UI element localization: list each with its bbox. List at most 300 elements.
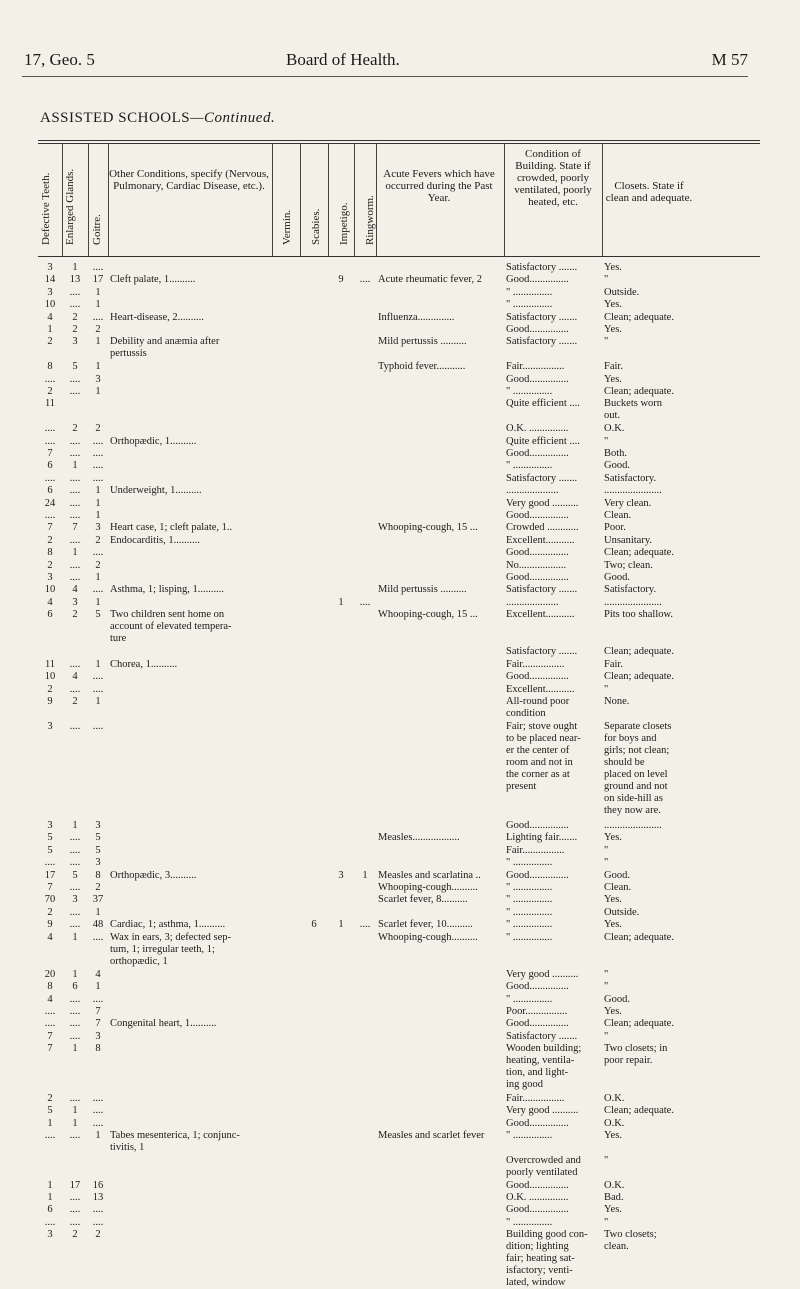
cell-b: Good............... <box>506 1117 569 1129</box>
cell-t: .... <box>44 857 56 869</box>
cell-c: Fair. <box>604 361 623 373</box>
cell-f: Influenza.............. <box>378 311 455 323</box>
cell-b: " ............... <box>506 993 553 1005</box>
cell-c: Satisfactory. <box>604 584 657 596</box>
cell-go: 17 <box>92 274 104 286</box>
cell-c: Yes. <box>604 1130 622 1141</box>
cell-t: 8 <box>47 547 53 559</box>
col-ringworm: Ringworm. <box>364 195 376 245</box>
cell-c: " <box>604 857 609 869</box>
cell-b: Good............... <box>506 274 569 286</box>
cell-b: Good............... <box>506 448 569 459</box>
cell-t: 2 <box>47 906 53 918</box>
col-building: Condition of Building. State if crowded, poorly ventilated, poorly heated, etc. <box>514 148 592 208</box>
cell-b: Fair................ <box>506 361 565 373</box>
cell-t: .... <box>44 1006 56 1017</box>
cell-b: " ............... <box>506 931 553 943</box>
cell-b: Excellent........... <box>506 609 575 621</box>
cell-o: Heart-disease, 2.......... <box>110 311 204 323</box>
cell-go: 1 <box>95 572 101 583</box>
cell-go: 7 <box>95 1006 101 1017</box>
cell-go: 8 <box>95 869 101 881</box>
cell-c: " <box>604 981 609 993</box>
cell-t: 10 <box>44 584 56 596</box>
cell-go: .... <box>92 1117 104 1129</box>
cell-g: .... <box>69 1204 81 1216</box>
cell-r: .... <box>359 596 371 608</box>
cell-t: 1 <box>47 324 53 335</box>
cell-t: 9 <box>47 696 53 707</box>
cell-c: Clean; adequate. <box>604 931 674 943</box>
cell-b: Very good .......... <box>506 968 579 980</box>
cell-g: .... <box>69 485 81 497</box>
cell-t: 2 <box>47 336 53 348</box>
cell-t: 10 <box>44 671 56 683</box>
cell-go: 5 <box>95 609 101 621</box>
cell-c: Pits too shallow. <box>604 609 674 621</box>
cell-g: .... <box>69 286 81 298</box>
cell-go: 1 <box>95 286 101 298</box>
cell-t: 8 <box>47 981 53 993</box>
cell-c: Yes. <box>604 919 622 931</box>
column-rule <box>328 143 329 256</box>
cell-g: 17 <box>69 1179 81 1191</box>
cell-g: 5 <box>72 361 78 373</box>
cell-t: .... <box>44 1216 56 1228</box>
cell-go: .... <box>92 460 104 472</box>
cell-b: Wooden building; heating, ventila- tion, and light- ing good <box>506 1043 582 1091</box>
cell-b: Good............... <box>506 671 569 683</box>
cell-go: .... <box>92 1105 104 1117</box>
cell-b: Satisfactory ....... <box>506 472 578 484</box>
column-rule <box>62 143 63 256</box>
cell-b: Overcrowded and poorly ventilated <box>506 1154 581 1178</box>
cell-t: 7 <box>47 1043 53 1055</box>
cell-t: 2 <box>47 534 53 546</box>
cell-o: Endocarditis, 1.......... <box>110 534 200 546</box>
cell-t: 7 <box>47 882 53 893</box>
cell-go: 1 <box>95 658 101 670</box>
cell-t: 24 <box>44 497 56 509</box>
cell-g: 3 <box>72 894 78 906</box>
cell-go: 48 <box>92 919 104 931</box>
cell-g: .... <box>69 1216 81 1228</box>
cell-c: ...................... <box>604 596 662 608</box>
cell-g: 1 <box>72 820 78 831</box>
cell-t: 9 <box>47 919 53 931</box>
cell-b: Crowded ............ <box>506 522 579 534</box>
cell-t: 4 <box>47 311 53 323</box>
cell-g: 1 <box>72 1117 78 1129</box>
cell-go: 1 <box>95 981 101 993</box>
cell-c: Clean; adequate. <box>604 311 674 323</box>
cell-b: Poor................ <box>506 1006 568 1017</box>
cell-go: 3 <box>95 373 101 385</box>
cell-g: .... <box>69 497 81 509</box>
cell-b: Fair................ <box>506 658 565 670</box>
col-goitre: Goitre. <box>91 214 103 245</box>
cell-c: Poor. <box>604 522 626 534</box>
cell-go: 1 <box>95 497 101 509</box>
cell-go: .... <box>92 993 104 1005</box>
cell-go: .... <box>92 671 104 683</box>
cell-c: Two; clean. <box>604 559 653 571</box>
cell-f: Whooping-cough.......... <box>378 931 478 943</box>
cell-c: Yes. <box>604 832 622 844</box>
cell-c: Bad. <box>604 1192 624 1203</box>
cell-t: 7 <box>47 522 53 534</box>
cell-c: Two closets; clean. <box>604 1229 657 1253</box>
cell-b: Building good con- dition; lighting fair; heating sat- isfactory; venti- lated, window <box>506 1229 588 1289</box>
cell-b: Excellent........... <box>506 683 575 695</box>
cell-b: Satisfactory ....... <box>506 262 578 273</box>
cell-b: " ............... <box>506 299 553 311</box>
cell-t: 1 <box>47 1179 53 1191</box>
cell-g: 1 <box>72 1105 78 1117</box>
cell-go: .... <box>92 931 104 943</box>
cell-t: 17 <box>44 869 56 881</box>
cell-g: .... <box>69 472 81 484</box>
cell-c: Yes. <box>604 1006 622 1017</box>
cell-t: 14 <box>44 274 56 286</box>
cell-t: 7 <box>47 1030 53 1042</box>
cell-t: 6 <box>47 485 53 497</box>
cell-g: 6 <box>72 981 78 993</box>
cell-g: 2 <box>72 311 78 323</box>
cell-c: Both. <box>604 448 628 459</box>
table-top-rule <box>38 140 760 141</box>
cell-r: 1 <box>362 869 368 881</box>
cell-b: Good............... <box>506 869 569 881</box>
cell-c: None. <box>604 696 630 707</box>
cell-go: .... <box>92 311 104 323</box>
cell-o: Asthma, 1; lisping, 1.......... <box>110 584 225 596</box>
cell-go: 2 <box>95 324 101 335</box>
cell-b: Fair; stove ought to be placed near- er the center of room and not in the corner as at present <box>506 720 581 792</box>
cell-go: .... <box>92 1204 104 1216</box>
cell-g: .... <box>69 448 81 459</box>
cell-g: .... <box>69 832 81 844</box>
cell-go: .... <box>92 1092 104 1104</box>
cell-i: 3 <box>338 869 344 881</box>
cell-g: 2 <box>72 324 78 335</box>
cell-t: 1 <box>47 1117 53 1129</box>
cell-b: Good............... <box>506 547 569 559</box>
header-left: 17, Geo. 5 <box>24 50 95 69</box>
cell-g: .... <box>69 844 81 856</box>
cell-c: Clean. <box>604 510 632 521</box>
cell-g: .... <box>69 1192 81 1203</box>
cell-g: .... <box>69 510 81 521</box>
cell-c: " <box>604 968 609 980</box>
cell-t: 6 <box>47 460 53 472</box>
cell-b: " ............... <box>506 1216 553 1228</box>
cell-c: O.K. <box>604 423 625 435</box>
cell-s: 6 <box>311 919 317 931</box>
cell-c: Outside. <box>604 286 640 298</box>
cell-o: Cleft palate, 1.......... <box>110 274 196 286</box>
cell-g: .... <box>69 993 81 1005</box>
cell-b: Good............... <box>506 1179 569 1191</box>
cell-c: Yes. <box>604 324 622 335</box>
cell-g: 1 <box>72 1043 78 1055</box>
cell-go: 1 <box>95 510 101 521</box>
cell-b: Good............... <box>506 981 569 993</box>
cell-c: Very clean. <box>604 497 652 509</box>
cell-t: 6 <box>47 609 53 621</box>
cell-c: Yes. <box>604 262 622 273</box>
cell-t: 5 <box>47 832 53 844</box>
cell-f: Scarlet fever, 10.......... <box>378 919 473 931</box>
cell-c: O.K. <box>604 1092 625 1104</box>
cell-b: .................... <box>506 485 559 497</box>
cell-b: O.K. ............... <box>506 1192 569 1203</box>
cell-o: Heart case, 1; cleft palate, 1.. <box>110 522 233 534</box>
column-rule <box>504 143 505 256</box>
cell-o: Tabes mesenterica, 1; conjunc- tivitis, 1 <box>110 1130 240 1153</box>
cell-go: 2 <box>95 534 101 546</box>
cell-c: Yes. <box>604 373 622 385</box>
header-bottom-rule <box>38 256 760 257</box>
cell-t: 1 <box>47 1192 53 1203</box>
cell-go: 1 <box>95 696 101 707</box>
cell-t: .... <box>44 435 56 447</box>
cell-b: " ............... <box>506 882 553 893</box>
cell-c: Satisfactory. <box>604 472 657 484</box>
cell-g: .... <box>69 386 81 397</box>
cell-t: 3 <box>47 1229 53 1241</box>
cell-c: Unsanitary. <box>604 534 653 546</box>
cell-c: Clean; adequate. <box>604 671 674 683</box>
cell-g: .... <box>69 683 81 695</box>
cell-f: Mild pertussis .......... <box>378 336 467 348</box>
cell-t: 11 <box>44 658 56 670</box>
cell-c: Clean; adequate. <box>604 646 674 658</box>
cell-go: 3 <box>95 1030 101 1042</box>
cell-t: 4 <box>47 596 53 608</box>
cell-b: Good............... <box>506 572 569 583</box>
cell-b: All-round poor condition <box>506 696 570 719</box>
cell-t: 4 <box>47 931 53 943</box>
cell-c: Yes. <box>604 299 622 311</box>
cell-b: Very good .......... <box>506 1105 579 1117</box>
cell-go: 1 <box>95 336 101 348</box>
cell-f: Typhoid fever........... <box>378 361 466 373</box>
cell-b: Good............... <box>506 510 569 521</box>
cell-t: 20 <box>44 968 56 980</box>
cell-b: " ............... <box>506 286 553 298</box>
cell-go: 1 <box>95 361 101 373</box>
cell-b: Good............... <box>506 1018 569 1030</box>
cell-b: " ............... <box>506 460 553 472</box>
cell-g: .... <box>69 1130 81 1141</box>
cell-go: 1 <box>95 386 101 397</box>
cell-f: Acute rheumatic fever, 2 <box>378 274 482 286</box>
cell-b: Quite efficient .... <box>506 398 580 410</box>
cell-g: 3 <box>72 596 78 608</box>
cell-g: 1 <box>72 931 78 943</box>
cell-c: Two closets; in poor repair. <box>604 1043 668 1067</box>
cell-g: .... <box>69 720 81 732</box>
cell-f: Measles and scarlet fever <box>378 1130 485 1141</box>
cell-f: Whooping-cough, 15 ... <box>378 522 478 534</box>
cell-b: Satisfactory ....... <box>506 584 578 596</box>
cell-c: Fair. <box>604 658 623 670</box>
cell-g: .... <box>69 559 81 571</box>
cell-c: " <box>604 1154 609 1166</box>
cell-i: 9 <box>338 274 344 286</box>
cell-b: " ............... <box>506 906 553 918</box>
cell-b: Good............... <box>506 820 569 831</box>
cell-i: 1 <box>338 596 344 608</box>
cell-go: .... <box>92 472 104 484</box>
cell-o: Congenital heart, 1.......... <box>110 1018 217 1030</box>
cell-g: 4 <box>72 671 78 683</box>
cell-o: Debility and anæmia after pertussis <box>110 336 220 360</box>
cell-b: Satisfactory ....... <box>506 646 578 658</box>
cell-c: Buckets worn out. <box>604 398 663 422</box>
cell-go: 1 <box>95 596 101 608</box>
cell-g: 2 <box>72 423 78 435</box>
cell-go: 1 <box>95 906 101 918</box>
cell-t: 3 <box>47 262 53 273</box>
cell-g: .... <box>69 658 81 670</box>
table-top-rule-2 <box>38 143 760 144</box>
cell-c: ...................... <box>604 485 662 497</box>
cell-c: " <box>604 1030 609 1042</box>
cell-go: 5 <box>95 832 101 844</box>
cell-t: 3 <box>47 572 53 583</box>
cell-c: Good. <box>604 869 630 881</box>
cell-b: " ............... <box>506 919 553 931</box>
col-other-conditions: Other Conditions, specify (Nervous, Pulmonary, Cardiac Disease, etc.). <box>109 168 269 192</box>
col-enlarged-glands: Enlarged Glands. <box>64 168 76 245</box>
cell-b: Good............... <box>506 373 569 385</box>
col-defective-teeth: Defective Teeth. <box>40 172 52 245</box>
cell-g: 5 <box>72 869 78 881</box>
cell-c: Separate closets for boys and girls; not clean; should be placed on level ground and not on side-hill as they now are. <box>604 720 672 816</box>
cell-b: Excellent........... <box>506 534 575 546</box>
cell-b: Good............... <box>506 1204 569 1216</box>
cell-go: .... <box>92 448 104 459</box>
cell-g: .... <box>69 1018 81 1030</box>
cell-f: Measles.................. <box>378 832 460 844</box>
cell-g: .... <box>69 919 81 931</box>
cell-g: .... <box>69 1006 81 1017</box>
cell-go: 1 <box>95 299 101 311</box>
cell-t: 10 <box>44 299 56 311</box>
cell-go: 7 <box>95 1018 101 1030</box>
cell-b: " ............... <box>506 857 553 869</box>
cell-t: 2 <box>47 683 53 695</box>
cell-go: 4 <box>95 968 101 980</box>
cell-c: " <box>604 683 609 695</box>
cell-b: " ............... <box>506 1130 553 1141</box>
cell-b: " ............... <box>506 894 553 906</box>
cell-g: .... <box>69 857 81 869</box>
cell-go: 16 <box>92 1179 104 1191</box>
cell-g: .... <box>69 299 81 311</box>
cell-c: Clean. <box>604 882 632 893</box>
cell-f: Whooping-cough, 15 ... <box>378 609 478 621</box>
cell-o: Orthopædic, 3.......... <box>110 869 197 881</box>
cell-g: 1 <box>72 262 78 273</box>
cell-t: 5 <box>47 1105 53 1117</box>
cell-go: .... <box>92 435 104 447</box>
cell-go: .... <box>92 720 104 732</box>
cell-c: ...................... <box>604 820 662 831</box>
cell-g: .... <box>69 906 81 918</box>
cell-c: Clean; adequate. <box>604 547 674 559</box>
cell-o: Chorea, 1.......... <box>110 658 178 670</box>
col-vermin: Vermin. <box>281 209 293 245</box>
cell-go: 13 <box>92 1192 104 1203</box>
cell-t: 70 <box>44 894 56 906</box>
cell-t: 2 <box>47 559 53 571</box>
cell-b: Quite efficient .... <box>506 435 580 447</box>
cell-t: 3 <box>47 286 53 298</box>
cell-go: 2 <box>95 1229 101 1241</box>
cell-g: .... <box>69 435 81 447</box>
cell-g: 2 <box>72 609 78 621</box>
cell-b: Good............... <box>506 324 569 335</box>
cell-c: " <box>604 1216 609 1228</box>
cell-c: Clean; adequate. <box>604 1105 674 1117</box>
cell-r: .... <box>359 274 371 286</box>
cell-t: 2 <box>47 1092 53 1104</box>
cell-o: Underweight, 1.......... <box>110 485 202 497</box>
cell-go: 5 <box>95 844 101 856</box>
col-closets: Closets. State if clean and adequate. <box>605 180 693 204</box>
cell-g: 3 <box>72 336 78 348</box>
col-scabies: Scabies. <box>310 208 322 245</box>
cell-g: .... <box>69 1030 81 1042</box>
cell-g: .... <box>69 572 81 583</box>
cell-t: 8 <box>47 361 53 373</box>
cell-c: " <box>604 274 609 286</box>
cell-t: 3 <box>47 720 53 732</box>
cell-t: 5 <box>47 844 53 856</box>
cell-g: .... <box>69 1092 81 1104</box>
cell-t: .... <box>44 510 56 521</box>
header-right: M 57 <box>711 50 748 69</box>
cell-c: " <box>604 336 609 348</box>
cell-t: 7 <box>47 448 53 459</box>
cell-c: " <box>604 435 609 447</box>
cell-t: 3 <box>47 820 53 831</box>
cell-g: 1 <box>72 968 78 980</box>
cell-b: " ............... <box>506 386 553 397</box>
cell-c: Good. <box>604 572 630 583</box>
cell-t: 2 <box>47 386 53 397</box>
cell-go: .... <box>92 1216 104 1228</box>
cell-go: 2 <box>95 559 101 571</box>
header-rule <box>22 76 748 77</box>
cell-f: Mild pertussis .......... <box>378 584 467 596</box>
cell-g: 2 <box>72 1229 78 1241</box>
cell-go: .... <box>92 584 104 596</box>
cell-go: .... <box>92 547 104 559</box>
column-rule <box>354 143 355 256</box>
cell-go: 8 <box>95 1043 101 1055</box>
cell-g: .... <box>69 373 81 385</box>
cell-go: 3 <box>95 820 101 831</box>
cell-go: 37 <box>92 894 104 906</box>
cell-b: Satisfactory ....... <box>506 336 578 348</box>
cell-go: 3 <box>95 522 101 534</box>
cell-o: Two children sent home on account of elevated tempera- ture <box>110 609 232 645</box>
cell-b: O.K. ............... <box>506 423 569 435</box>
